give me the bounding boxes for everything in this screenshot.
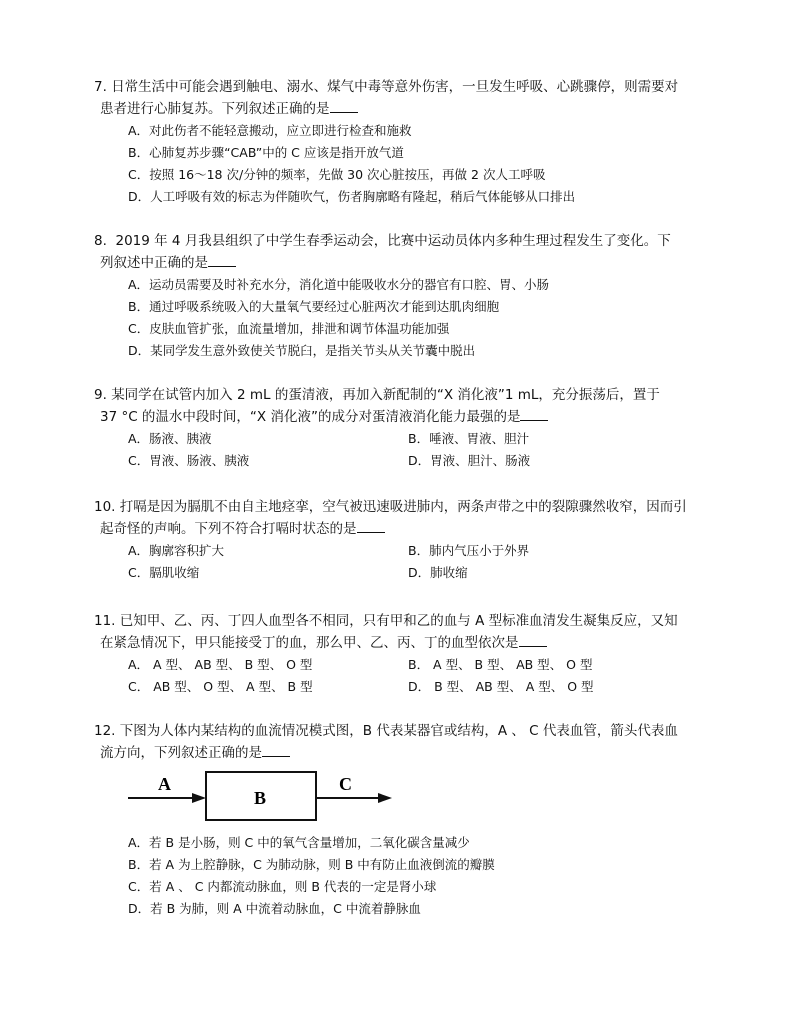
- question-9: [94, 384, 710, 472]
- option-a: A．胸廓容积扩大: [128, 543, 225, 558]
- option-c: C．胃液、肠液、胰液: [128, 453, 250, 468]
- answer-blank: [357, 520, 385, 533]
- option-b: B．肺内气压小于外界: [408, 543, 530, 558]
- vessel-a-label: A: [158, 774, 171, 794]
- question-number: 10.: [94, 499, 116, 515]
- question-stem-cont: 在紧急情况下，甲只能接受丁的血，那么甲、乙、丙、丁的血型依次是: [100, 635, 519, 651]
- question-number: 7.: [94, 79, 107, 95]
- option-a: A．肠液、胰液: [128, 431, 212, 446]
- question-number: 11.: [94, 613, 116, 629]
- question-8: [94, 230, 710, 362]
- question-12-options: [100, 832, 710, 920]
- option-b: B． A 型、 B 型、 AB 型、 O 型: [408, 657, 593, 672]
- option-c: C． AB 型、 O 型、 A 型、 B 型: [128, 679, 313, 694]
- question-7: [94, 76, 710, 208]
- answer-blank: [520, 408, 548, 421]
- option-d: D．某同学发生意外致使关节脱臼，是指关节头从关节囊中脱出: [128, 343, 476, 358]
- question-12: [94, 720, 710, 764]
- option-d: D．人工呼吸有效的标志为伴随吹气，伤者胸廓略有隆起，稍后气体能够从口排出: [128, 189, 576, 204]
- organ-b-label: B: [254, 788, 267, 808]
- inflow-arrowhead: [192, 793, 206, 803]
- question-stem: 日常生活中可能会遇到触电、溺水、煤气中毒等意外伤害，一旦发生呼吸、心跳骤停，则需要对: [111, 79, 679, 95]
- question-number: 8.: [94, 233, 107, 249]
- option-b: B．心肺复苏步骤“CAB”中的 C 应该是指开放气道: [128, 145, 404, 160]
- question-stem: 打嗝是因为膈肌不由自主地痉挛，空气被迅速吸进肺内，两条声带之中的裂隙骤然收窄，因而引: [119, 499, 687, 515]
- answer-blank: [262, 744, 290, 757]
- option-c: C．皮肤血管扩张，血流量增加，排泄和调节体温功能加强: [128, 321, 450, 336]
- option-b: B．唾液、胃液、胆汁: [408, 431, 530, 446]
- option-a: A．运动员需要及时补充水分，消化道中能吸收水分的器官有口腔、胃、小肠: [128, 277, 550, 292]
- question-stem: 某同学在试管内加入 2 mL 的蛋清液，再加入新配制的“X 消化液”1 mL，充分振荡后，置于: [111, 387, 660, 403]
- option-d: D．肺收缩: [408, 565, 468, 580]
- question-number: 9.: [94, 387, 107, 403]
- option-a: A．若 B 是小肠，则 C 中的氧气含量增加，二氧化碳含量减少: [128, 835, 470, 850]
- question-number: 12.: [94, 723, 116, 739]
- answer-blank: [330, 100, 358, 113]
- question-stem-cont: 起奇怪的声响。下列不符合打嗝时状态的是: [100, 521, 357, 537]
- question-stem: 已知甲、乙、丙、丁四人血型各不相同，只有甲和乙的血与 A 型标准血清发生凝集反应，又知: [119, 613, 678, 629]
- answer-blank: [519, 634, 547, 647]
- question-stem-cont: 37 °C 的温水中段时间，“X 消化液”的成分对蛋清液消化能力最强的是: [100, 409, 521, 425]
- vessel-c-label: C: [339, 774, 352, 794]
- answer-blank: [208, 254, 236, 267]
- option-a: A． A 型、 AB 型、 B 型、 O 型: [128, 657, 313, 672]
- option-d: D．若 B 为肺，则 A 中流着动脉血，C 中流着静脉血: [128, 901, 421, 916]
- question-stem-cont: 流方向，下列叙述正确的是: [100, 745, 262, 761]
- question-stem-cont: 列叙述中正确的是: [100, 255, 208, 271]
- option-d: D． B 型、 AB 型、 A 型、 O 型: [408, 679, 594, 694]
- option-a: A．对此伤者不能轻意搬动，应立即进行检查和施救: [128, 123, 412, 138]
- option-b: B．若 A 为上腔静脉，C 为肺动脉，则 B 中有防止血液倒流的瓣膜: [128, 857, 495, 872]
- question-10: [94, 496, 710, 584]
- option-c: C．膈肌收缩: [128, 565, 200, 580]
- option-d: D．胃液、胆汁、肠液: [408, 453, 531, 468]
- blood-flow-diagram: [126, 760, 396, 830]
- question-11: [94, 610, 710, 698]
- question-stem: 2019 年 4 月我县组织了中学生春季运动会，比赛中运动员体内多种生理过程发生了变化。下: [115, 233, 671, 249]
- outflow-arrowhead: [378, 793, 392, 803]
- option-c: C．按照 16～18 次/分钟的频率，先做 30 次心脏按压，再做 2 次人工呼吸: [128, 167, 546, 182]
- question-stem: 下图为人体内某结构的血流情况模式图，B 代表某器官或结构，A 、 C 代表血管，箭头代表血: [119, 723, 678, 739]
- option-b: B．通过呼吸系统吸入的大量氧气要经过心脏两次才能到达肌肉细胞: [128, 299, 500, 314]
- question-stem-cont: 患者进行心肺复苏。下列叙述正确的是: [100, 101, 330, 117]
- option-c: C．若 A 、 C 内都流动脉血，则 B 代表的一定是肾小球: [128, 879, 437, 894]
